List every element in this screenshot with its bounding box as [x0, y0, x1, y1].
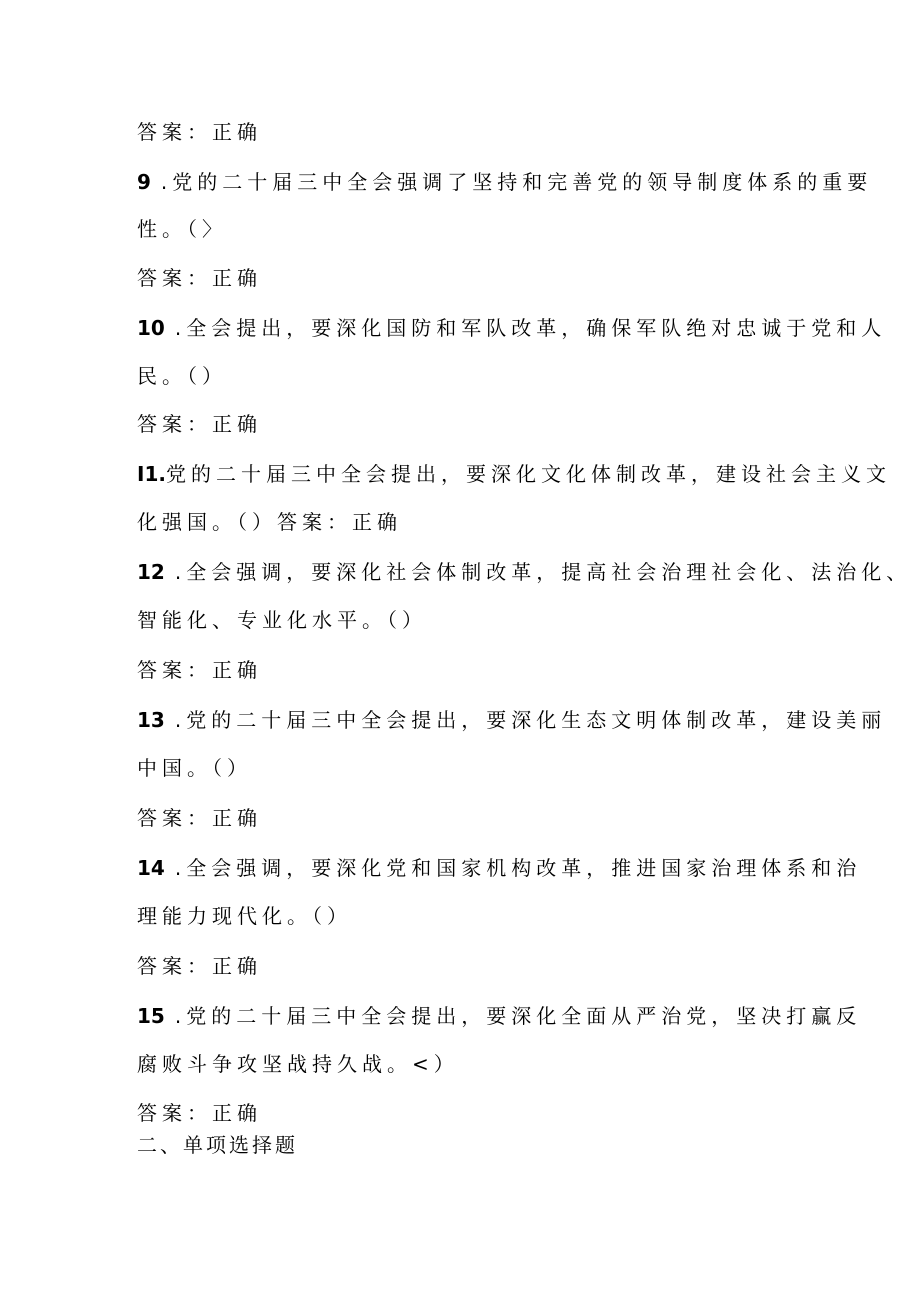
question-9-line-1 [137, 169, 873, 195]
question-15-line-1 [137, 1003, 862, 1029]
question-11-line-1 [137, 461, 891, 487]
question-15-text-1: .党的二十届三中全会提出，要深化全面从严治党，坚决打赢反 [174, 1004, 862, 1028]
question-9-number: 9 [137, 170, 151, 194]
question-9-text-1: .党的二十届三中全会强调了坚持和完善党的领导制度体系的重要 [160, 170, 873, 194]
question-13-number: 13 [137, 708, 165, 732]
question-12-line-2: 智能化、专业化水平。（） [137, 608, 427, 632]
question-10-number: 10 [137, 316, 165, 340]
question-14-line-2: 理能力现代化。（） [137, 904, 352, 928]
answer-10: 答案：正确 [137, 412, 262, 436]
question-10-text-1: .全会提出，要深化国防和军队改革，确保军队绝对忠诚于党和人 [174, 316, 887, 340]
answer-9: 答案：正确 [137, 266, 262, 290]
question-15-number: 15 [137, 1004, 165, 1028]
answer-15: 答案：正确 [137, 1101, 262, 1125]
question-11-number: I1. [137, 462, 166, 486]
question-14-number: 14 [137, 856, 165, 880]
question-14-line-1 [137, 855, 862, 881]
question-12-text-1: .全会强调，要深化社会体制改革，提高社会治理社会化、法治化、 [174, 560, 912, 584]
question-10-line-2: 民。（） [137, 364, 227, 388]
question-10-line-1 [137, 315, 887, 341]
answer-12: 答案：正确 [137, 658, 262, 682]
question-11-line-2: 化强国。（）答案：正确 [137, 510, 402, 534]
answer-13: 答案：正确 [137, 806, 262, 830]
question-12-line-1 [137, 559, 912, 585]
section-heading: 二、单项选择题 [137, 1133, 298, 1157]
question-12-number: 12 [137, 560, 165, 584]
question-15-line-2: 腐败斗争攻坚战持久战。<） [137, 1052, 459, 1076]
question-9-line-2: 性。（〉 [137, 217, 227, 241]
question-13-text-1: .党的二十届三中全会提出，要深化生态文明体制改革，建设美丽 [174, 708, 887, 732]
answer-14: 答案：正确 [137, 954, 262, 978]
question-14-text-1: .全会强调，要深化党和国家机构改革，推进国家治理体系和治 [174, 856, 862, 880]
answer-8: 答案：正确 [137, 120, 262, 144]
question-11-text-1: 党的二十届三中全会提出，要深化文化体制改革，建设社会主义文 [165, 462, 891, 486]
question-13-line-1 [137, 707, 887, 733]
question-13-line-2: 中国。（） [137, 756, 252, 780]
